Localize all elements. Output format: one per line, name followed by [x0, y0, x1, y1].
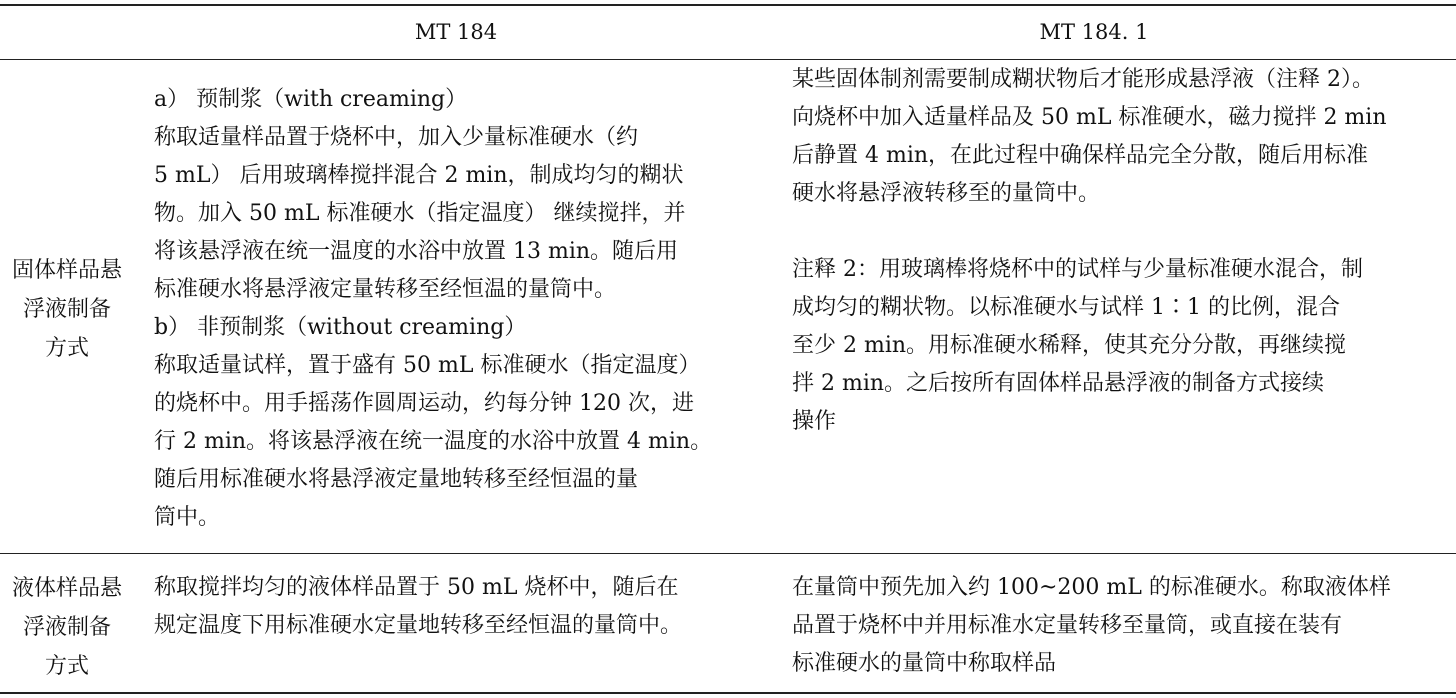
text-line: 行 2 min。将该悬浮液在统一温度的水浴中放置 4 min。	[154, 429, 713, 454]
header-mt184-1: MT 184. 1	[1039, 20, 1149, 44]
solid-mt184-1-cell	[792, 61, 1452, 441]
text-line: 5 mL） 后用玻璃棒搅拌混合 2 min，制成均匀的糊状	[154, 163, 684, 188]
text-line: 称取适量试样，置于盛有 50 mL 标准硬水（指定温度）	[154, 353, 701, 378]
row-label-line: 方式	[44, 654, 89, 679]
text-line: 后静置 4 min，在此过程中确保样品完全分散，随后用标准	[792, 143, 1369, 168]
header-mt184: MT 184	[414, 20, 498, 44]
text-line: 在量筒中预先加入约 100~200 mL 的标准硬水。称取液体样	[792, 575, 1391, 600]
row-label-line: 浮液制备	[22, 615, 111, 640]
text-line: a） 预制浆（with creaming）	[154, 87, 468, 112]
row-label-line: 液体样品悬	[11, 576, 122, 601]
solid-mt184-cell	[154, 81, 758, 537]
text-line: 品置于烧杯中并用标准水定量转移至量筒，或直接在装有	[792, 613, 1343, 638]
text-line: 标准硬水的量筒中称取样品	[792, 651, 1057, 676]
row-label-solid	[0, 251, 134, 368]
text-line: 向烧杯中加入适量样品及 50 mL 标准硬水，磁力搅拌 2 min	[792, 105, 1387, 130]
text-line: 规定温度下用标准硬水定量地转移至经恒温的量筒中。	[154, 613, 683, 638]
header-bottom-rule	[0, 59, 1456, 60]
text-line: 某些固体制剂需要制成糊状物后才能形成悬浮液（注释 2）。	[792, 67, 1374, 92]
text-line: 的烧杯中。用手摇荡作圆周运动，约每分钟 120 次，进	[154, 391, 694, 416]
row-label-line: 浮液制备	[22, 297, 111, 322]
text-line: 将该悬浮液在统一温度的水浴中放置 13 min。随后用	[154, 239, 679, 264]
text-line: 称取适量样品置于烧杯中，加入少量标准硬水（约	[154, 125, 639, 150]
note-line: 成均匀的糊状物。以标准硬水与试样 1∶1 的比例，混合	[792, 295, 1340, 320]
table-top-rule	[0, 4, 1456, 6]
text-line: b） 非预制浆（without creaming）	[154, 315, 527, 340]
row-label-line: 固体样品悬	[11, 258, 122, 283]
text-line: 称取搅拌均匀的液体样品置于 50 mL 烧杯中，随后在	[154, 575, 679, 600]
liquid-mt184-cell	[154, 569, 758, 645]
note-line: 拌 2 min。之后按所有固体样品悬浮液的制备方式接续	[792, 371, 1325, 396]
text-line: 筒中。	[154, 505, 221, 530]
row-label-liquid	[0, 569, 134, 686]
text-line: 物。加入 50 mL 标准硬水（指定温度） 继续搅拌，并	[154, 201, 686, 226]
note-line: 至少 2 min。用标准硬水稀释，使其充分分散，再继续搅	[792, 333, 1347, 358]
row-label-line: 方式	[44, 336, 89, 361]
text-line: 标准硬水将悬浮液定量转移至经恒温的量筒中。	[154, 277, 617, 302]
row-divider-rule	[0, 553, 1456, 554]
liquid-mt184-1-cell	[792, 569, 1452, 683]
note-spacer	[792, 213, 1452, 251]
text-line: 硬水将悬浮液转移至的量筒中。	[792, 181, 1101, 206]
note-line: 注释 2：用玻璃棒将烧杯中的试样与少量标准硬水混合，制	[792, 257, 1363, 282]
text-line: 随后用标准硬水将悬浮液定量地转移至经恒温的量	[154, 467, 639, 492]
note-line: 操作	[792, 409, 837, 434]
table-bottom-rule	[0, 692, 1456, 694]
